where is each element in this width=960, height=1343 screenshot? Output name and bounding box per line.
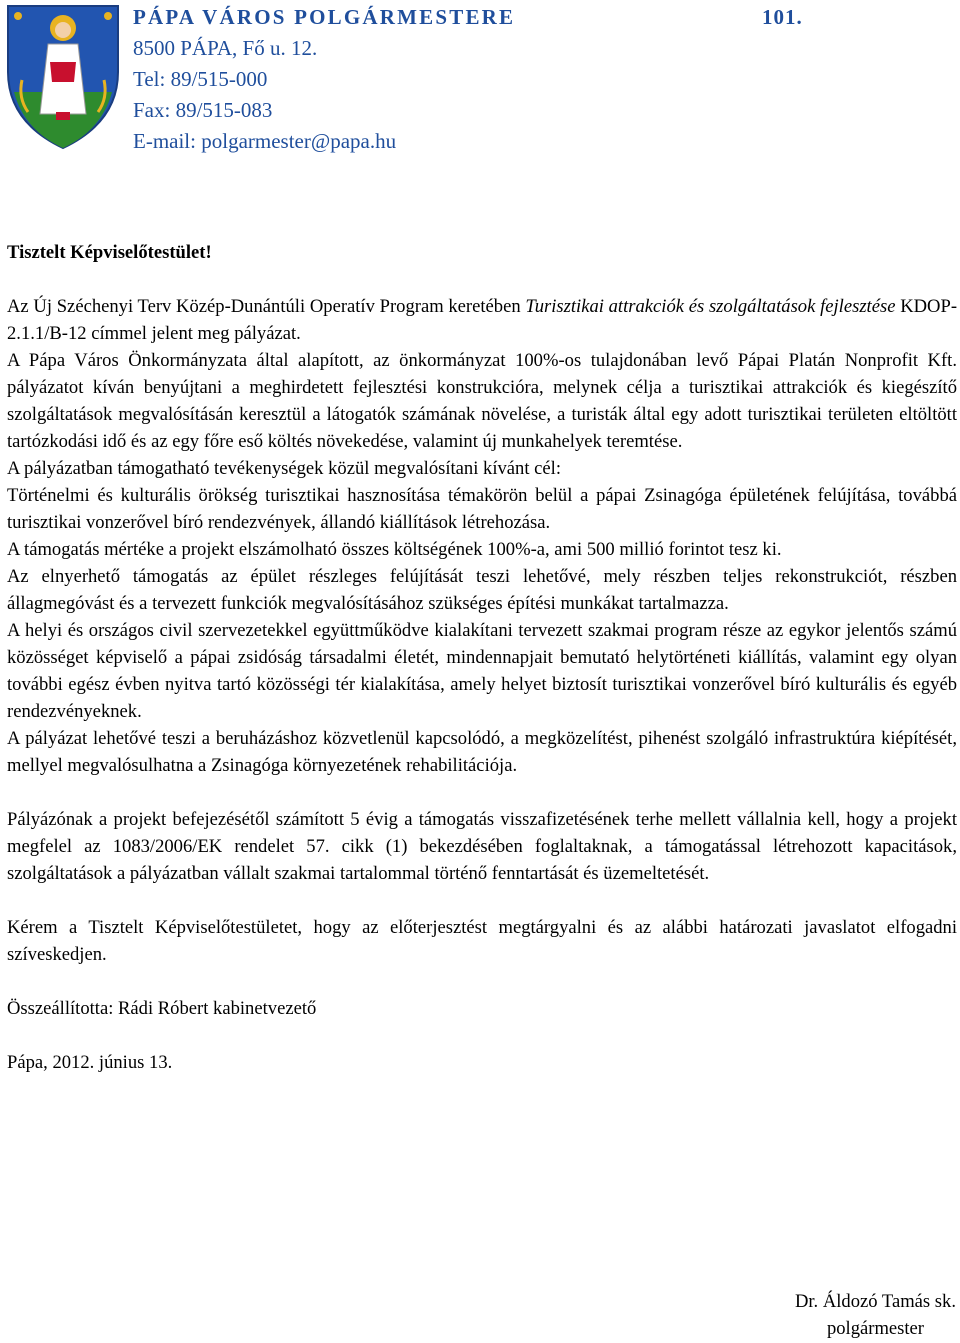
compiled-by: Összeállította: Rádi Róbert kabinetvezető (7, 998, 317, 1019)
paragraph-renovation: Az elnyerhető támogatás az épület részleges felújítását teszi lehetővé, mely részben teljes rekonstrukciót, részben állagmegóvást és a tervezett funkciók megvalósításához szükséges építési munkákat tartalmazza. (7, 566, 957, 614)
paragraph-goal: Történelmi és kulturális örökség turisztikai hasznosítása témakörön belül a pápai Zsinagóga épületének felújítása, továbbá turisztikai vonzerővel bíró rendezvények, állandó kiállítások létrehozása. (7, 485, 957, 533)
program-title: Turisztikai attrakciók és szolgáltatások fejlesztése (525, 296, 896, 317)
letterhead-text (133, 2, 515, 157)
salutation: Tisztelt Képviselőtestület! (7, 242, 212, 263)
signature-block (795, 1288, 956, 1342)
document-number: 101. (762, 5, 803, 29)
letter-body (7, 293, 957, 1076)
office-fax: Fax: 89/515-083 (133, 98, 273, 122)
paragraph-request: Kérem a Tisztelt Képviselőtestületet, hogy az előterjesztést megtárgyalni és az alábbi határozati javaslatot elfogadni szíveskedjen. (7, 917, 957, 965)
paragraph-program: A helyi és országos civil szervezetekkel együttműködve kialakítani tervezett szakmai program része az egykor jelentős számú közösséget képviselő a pápai zsidóság társadalmi életét, mindennapjait bemutató helytörténeti kiállítás, valamint egy olyan további egész évben nyitva tartó közösségi tér kialakítása, amely helyet biztosít turisztikai vonzerővel bíró kulturális és egyéb rendezvényeknek. (7, 620, 957, 722)
city-crest-icon (4, 2, 122, 150)
letterhead (0, 0, 960, 160)
date-place: Pápa, 2012. június 13. (7, 1052, 173, 1073)
office-email: E-mail: polgarmester@papa.hu (133, 129, 397, 153)
paragraph-goal-intro: A pályázatban támogatható tevékenységek közül megvalósítani kívánt cél: (7, 458, 562, 479)
signatory-name: Dr. Áldozó Tamás sk. (794, 1291, 956, 1312)
paragraph-applicant: A Pápa Város Önkormányzata által alapított, az önkormányzat 100%-os tulajdonában levő Pápai Platán Nonprofit Kft. pályázatot kíván benyújtani a meghirdetett fejlesztési konstrukcióra, melynek célja a turisztikai attrakciók és kiegészítő szolgáltatások megvalósításán keresztül a látogatók számának növelése, a turisták által egy adott turisztikai területen eltöltött tartózkodási idő és az egy főre eső költés növekedése, valamint új munkahelyek teremtése. (7, 350, 957, 452)
office-phone: Tel: 89/515-000 (133, 67, 268, 91)
paragraph-funding: A támogatás mértéke a projekt elszámolható összes költségének 100%-a, ami 500 millió forintot tesz ki. (7, 539, 782, 560)
office-title: PÁPA VÁROS POLGÁRMESTERE (133, 5, 516, 29)
paragraph-obligation: Pályázónak a projekt befejezésétől számított 5 évig a támogatás visszafizetésének terhe mellett vállalnia kell, hogy a projekt megfelel az 1083/2006/EK rendelet 57. cikk (1) bekezdésében foglaltaknak, a támogatással létrehozott kapacitások, szolgáltatások a pályázatban vállalt szakmai tartalommal történő fenntartását és üzemeltetését. (7, 809, 957, 884)
signatory-role: polgármester (826, 1318, 925, 1339)
office-address: 8500 PÁPA, Fő u. 12. (133, 36, 318, 60)
paragraph-intro: Az Új Széchenyi Terv Közép-Dunántúli Operatív Program keretében Turisztikai attrakciók és szolgáltatások fejlesztése KDOP-2.1.1/B-12 címmel jelent meg pályázat. (7, 296, 958, 344)
paragraph-infrastructure: A pályázat lehetővé teszi a beruházáshoz közvetlenül kapcsolódó, a megközelítést, pihenést szolgáló infrastruktúra kiépítését, mellyel megvalósulhatna a Zsinagóga környezetének rehabilitációja. (7, 728, 957, 776)
